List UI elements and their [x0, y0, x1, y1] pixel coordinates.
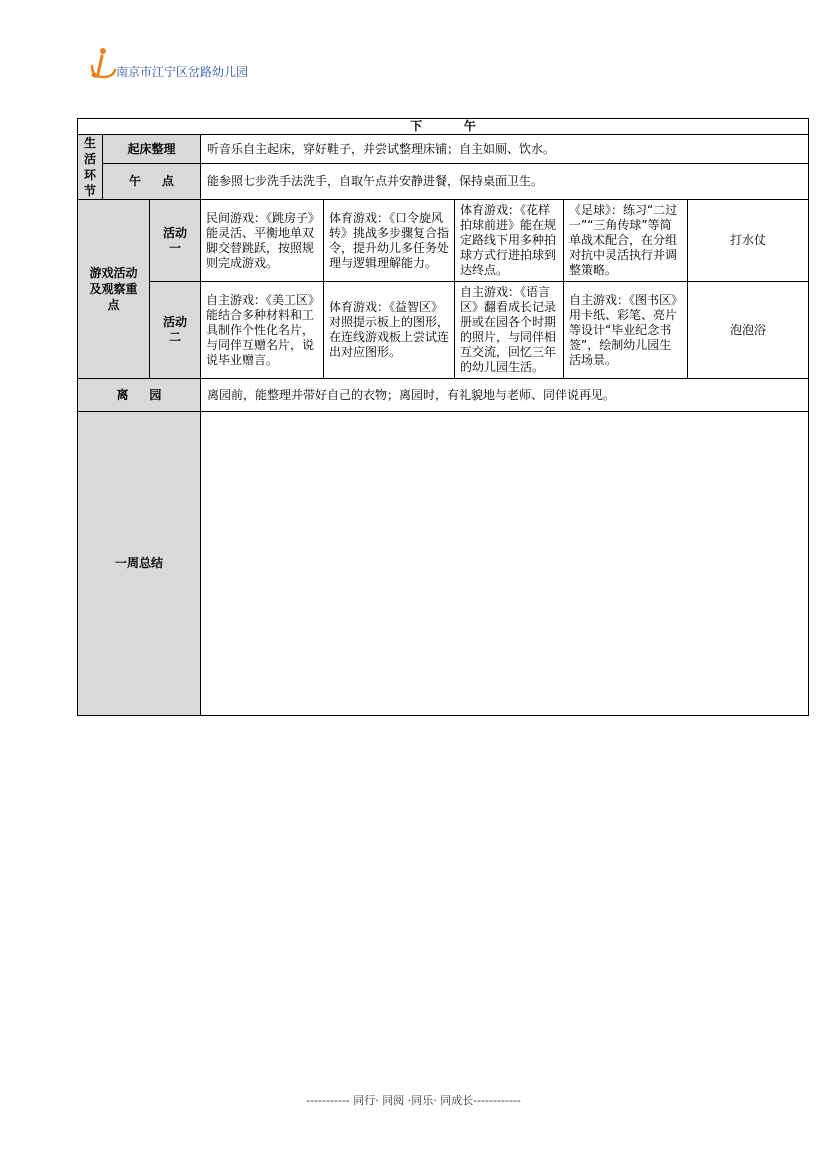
row-label-wakeup: 起床整理 [103, 135, 201, 164]
leave-label: 离 园 [78, 379, 201, 412]
activity2-cell: 体育游戏：《益智区》对照提示板上的图形，在连线游戏板上尝试连出对应图形。 [324, 282, 455, 379]
activity1-label: 活动一 [150, 200, 201, 282]
school-name: 南京市江宁区岔路幼儿园 [116, 65, 249, 79]
table-title: 下 午 [78, 119, 809, 135]
snack-content: 能参照七步洗手法洗手，自取午点并安静进餐，保持桌面卫生。 [201, 164, 809, 200]
wakeup-content: 听音乐自主起床，穿好鞋子，并尝试整理床铺；自主如厕、饮水。 [201, 135, 809, 164]
row-label-snack: 午 点 [103, 164, 201, 200]
activity1-cell: 体育游戏：《花样拍球前进》能在规定路线下用多种拍球方式行进拍球到达终点。 [455, 200, 564, 282]
activity2-label: 活动二 [150, 282, 201, 379]
school-logo-icon [88, 44, 118, 80]
activity2-cell: 自主游戏：《图书区》用卡纸、彩笔、亮片等设计“毕业纪念书签”，绘制幼儿园生活场景。 [564, 282, 688, 379]
activity1-cell: 体育游戏：《口令旋风转》挑战多步骤复合指令，提升幼儿多任务处理与逻辑理解能力。 [324, 200, 455, 282]
activity2-cell: 泡泡浴 [688, 282, 809, 379]
leave-content: 离园前，能整理并带好自己的衣物；离园时，有礼貌地与老师、同伴说再见。 [201, 379, 809, 412]
activity2-cell: 自主游戏：《美工区》能结合多种材料和工具制作个性化名片，与同伴互赠名片，说说毕业赠言。 [201, 282, 324, 379]
life-section-label: 生活环节 [78, 135, 103, 200]
summary-label: 一周总结 [78, 412, 201, 716]
activity1-cell: 打水仗 [688, 200, 809, 282]
summary-content [201, 412, 809, 716]
page-footer: ----------- 同行· 同阅 ·同乐· 同成长------------ [306, 1094, 521, 1107]
afternoon-schedule-table [77, 118, 809, 716]
activity1-cell: 民间游戏：《跳房子》能灵活、平衡地单双脚交替跳跃，按照规则完成游戏。 [201, 200, 324, 282]
game-section-label: 游戏活动及观察重点 [78, 200, 150, 379]
activity1-cell: 《足球》：练习“二过一”“三角传球”等简单战术配合，在分组对抗中灵活执行并调整策略。 [564, 200, 688, 282]
activity2-cell: 自主游戏：《语言区》翻看成长记录册或在园各个时期的照片，与同伴相互交流，回忆三年的幼儿园生活。 [455, 282, 564, 379]
